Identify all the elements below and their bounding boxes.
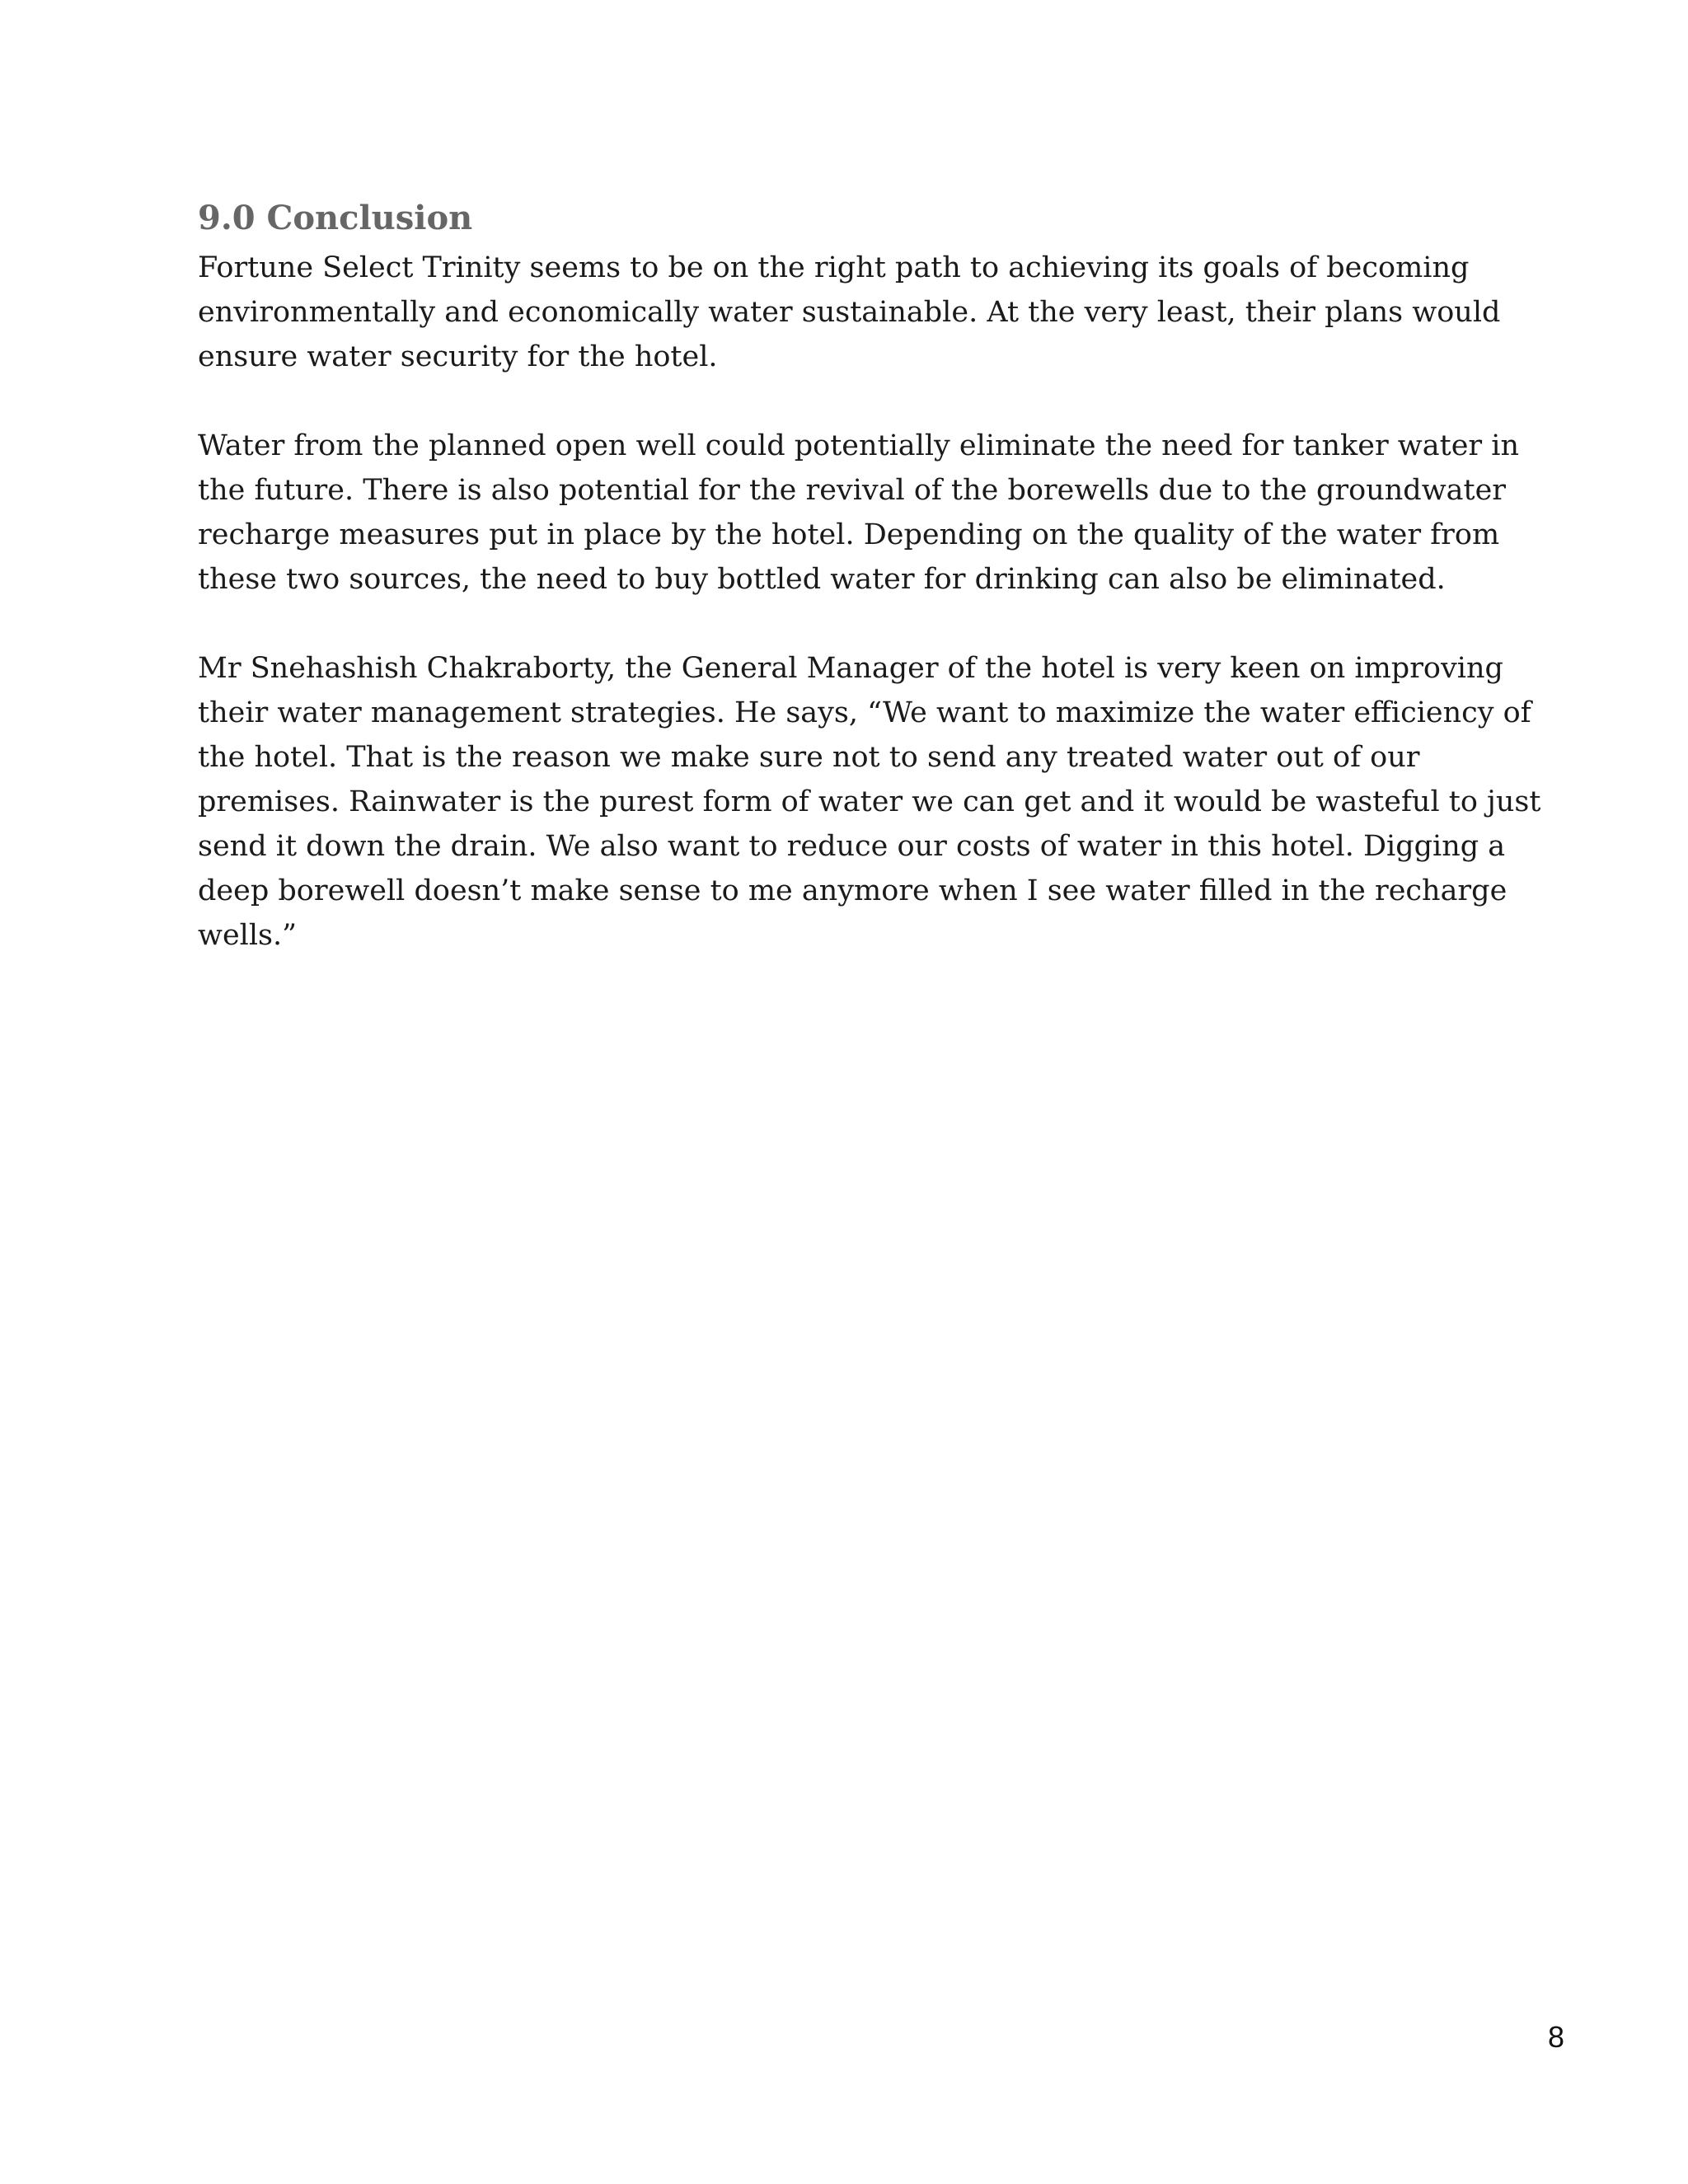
paragraph-open-well: Water from the planned open well could potentially eliminate the need for tanker water in the future. There is also potential for the revival of the borewells due to the groundwater recharge measures put in place by the hotel. Depending on the quality of the water from these two sources, the need to buy bottled water for drinking can also be eliminated.	[198, 429, 1519, 596]
section-heading: 9.0 Conclusion	[198, 199, 473, 237]
page-content	[198, 194, 1566, 1002]
paragraph-general-manager-quote: Mr Snehashish Chakraborty, the General Manager of the hotel is very keen on improving their water management strategies. He says, “We want to maximize the water efficiency of the hotel. That is the reason we make sure not to send any treated water out of our premises. Rainwater is the purest form of water we can get and it would be wasteful to just send it down the drain. We also want to reduce our costs of water in this hotel. Digging a deep borewell doesn’t make sense to me anymore when I see water filled in the recharge wells.”	[198, 652, 1541, 952]
paragraph-intro: Fortune Select Trinity seems to be on the right path to achieving its goals of becoming environmentally and economically water sustainable. At the very least, their plans would ensure water security for the hotel.	[198, 251, 1501, 373]
page-number: 8	[1547, 2020, 1564, 2054]
